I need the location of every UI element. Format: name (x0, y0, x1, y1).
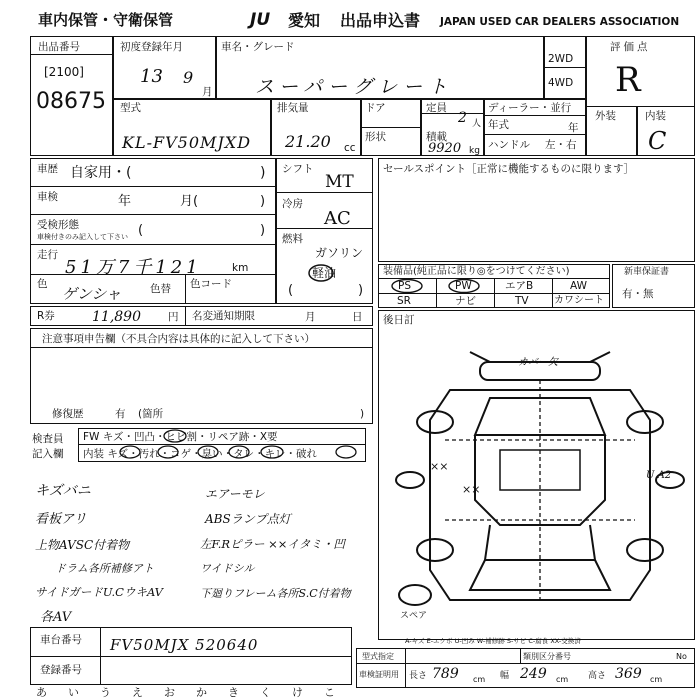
fuel-close: ) (358, 283, 364, 298)
note-6: 左F.Rピラー ××イタミ・凹 (200, 537, 345, 551)
warranty-options: 有・無 (622, 288, 654, 300)
ps-circle (390, 278, 424, 294)
bottom-char: い (68, 686, 79, 699)
grade-value: R (615, 60, 641, 100)
dealer-label: ディーラー・並行 (488, 102, 572, 114)
registration-label: 登録番号 (40, 664, 82, 676)
load-label: 積載 (426, 131, 447, 143)
bottom-char: あ (36, 686, 47, 699)
color-value: ゲンシャ (62, 285, 122, 303)
history-value: 自家用・( (70, 165, 132, 181)
caution-label: 注意事項申告欄（不具合内容は具体的に記入して下さい） (42, 333, 315, 345)
note-10: 下廻りフレーム各所S.C付着物 (200, 587, 351, 600)
recycle-label: R券 (37, 310, 55, 322)
repair-area: (箇所 (138, 408, 164, 420)
load-unit: kg (469, 146, 480, 156)
remarks-label: 後日訂 (383, 314, 415, 326)
equip-sr: SR (397, 295, 411, 307)
reg-month-unit: 月 (202, 86, 213, 98)
form-title: 出品申込書 (340, 11, 421, 30)
spare-label: スペア (400, 611, 428, 621)
received-note: 車検付きのみ記入して下さい (37, 233, 128, 241)
bottom-char: き (228, 686, 239, 699)
equipment-label: 装備品(純正品に限り◎をつけてください) (383, 266, 570, 277)
mileage-label: 走行 (37, 249, 58, 261)
repair-label: 修復歴 (52, 408, 84, 420)
year-unit: 年 (568, 122, 579, 134)
note-8: ワイドシル (200, 562, 255, 575)
inspection-month: 月( (180, 194, 199, 209)
fuel-label: 燃料 (282, 233, 303, 245)
note-9: サイドガードU.CウキAV (35, 585, 163, 599)
interior-value: C (648, 127, 667, 155)
received-close: ) (260, 223, 266, 238)
exterior-label: 外装 (595, 110, 616, 122)
bottom-char: け (292, 686, 303, 699)
received-open: ( (138, 223, 144, 238)
note-7: ドラム各所補修アト (55, 562, 154, 575)
width-label: 幅 (500, 671, 510, 681)
chassis-label: 車台番号 (40, 634, 82, 646)
length-label: 長さ (409, 671, 428, 681)
length-unit: cm (473, 675, 486, 684)
inspector-label: 検査員 (32, 433, 64, 445)
history-close: ) (260, 165, 266, 181)
marks-center: ×× (462, 483, 481, 496)
color-code-label: 色コード (190, 278, 232, 290)
year-label: 年式 (488, 119, 509, 131)
name-label: 車名・グレード (221, 41, 295, 53)
cover-note: カバー欠 (518, 357, 558, 368)
color-change: 色替 (150, 283, 171, 295)
inspection-label: 車検 (37, 191, 58, 203)
marks-right: U A2 (646, 470, 672, 481)
reg-label: 初度登録年月 (120, 41, 183, 53)
equip-tv: TV (515, 295, 529, 307)
fuel-open: ( (288, 283, 294, 298)
bottom-char: お (164, 686, 175, 699)
drive-2wd: 2WD (548, 53, 574, 65)
note-4: ABSランプ点灯 (205, 512, 291, 526)
door-label: ドア (365, 102, 386, 114)
drive-4wd: 4WD (548, 77, 574, 89)
entry-label: 記入欄 (32, 448, 64, 460)
equip-seat: カワシート (554, 295, 604, 306)
logo-mark: JU (250, 10, 271, 30)
mileage-unit: km (232, 262, 249, 274)
bottom-char: こ (324, 686, 335, 699)
width-unit: cm (556, 675, 569, 684)
bottom-char-row (30, 687, 352, 700)
ac-value: AC (324, 208, 351, 229)
handle-label: ハンドル (488, 139, 530, 151)
transfer-label: 名変通知期限 (192, 310, 255, 322)
chassis-number: FV50MJX 520640 (110, 636, 259, 654)
inspection-close: ) (260, 194, 266, 209)
category-label: 類別区分番号 (523, 652, 571, 661)
shift-label: シフト (282, 163, 314, 175)
equip-pw: PW (455, 280, 472, 292)
inspection-year: 年 (118, 194, 132, 209)
displacement-unit: cc (344, 142, 356, 154)
pw-circle (447, 278, 481, 294)
capacity-label: 定員 (426, 102, 447, 114)
warranty-label: 新車保証書 (624, 267, 670, 277)
displacement-value: 21.20 (285, 132, 331, 151)
recycle-unit: 円 (168, 311, 179, 323)
interior-check-line: 内装 キズ・汚れ・コゲ・臭い・タレ・キレ・破れ (83, 448, 318, 460)
model-label: 型式 (120, 102, 141, 114)
color-label: 色 (37, 278, 48, 290)
load-value: 9920 (428, 141, 462, 156)
note-3: 看板アリ (35, 512, 87, 527)
logo-text: 愛知 (288, 11, 321, 30)
reg-month: 9 (183, 68, 194, 87)
equip-aw: AW (570, 280, 587, 292)
storage-note: 車内保管・守衛保管 (38, 11, 174, 29)
received-label: 受検形態 (37, 219, 79, 231)
note-5: 上物AVSC付着物 (35, 538, 130, 552)
lot-code: [2100] (44, 65, 84, 79)
association-name: JAPAN USED CAR DEALERS ASSOCIATION (440, 16, 680, 28)
repair-close: ) (360, 408, 365, 420)
capacity-value: 2 (458, 110, 467, 126)
car-name: スーパーグレート (255, 76, 454, 98)
bottom-char: く (260, 686, 271, 699)
height-unit: cm (650, 675, 663, 684)
note-11: 各AV (40, 610, 72, 625)
no-label: No (676, 652, 687, 661)
ju-logo (250, 10, 286, 30)
model-value: KL-FV50MJXD (122, 133, 252, 152)
bottom-char: か (196, 686, 207, 699)
reg-year: 13 (140, 66, 163, 87)
repair-value: 有 (115, 408, 126, 420)
note-2: エアーモレ (205, 487, 265, 501)
length-value: 789 (432, 666, 459, 682)
ac-label: 冷房 (282, 198, 303, 210)
bottom-char: え (132, 686, 143, 699)
transfer-day: 日 (352, 311, 363, 323)
fuel-value: ガソリン (315, 246, 364, 260)
fuel-other: 軽油 (312, 266, 337, 280)
shape-label: 形状 (365, 131, 386, 143)
cert-label: 車検証明用 (359, 670, 399, 679)
fuel-circle (306, 263, 336, 283)
bottom-char: う (100, 686, 111, 699)
grade-label: 評価点 (610, 41, 651, 53)
equip-ps: PS (398, 280, 411, 292)
transfer-month: 月 (305, 311, 316, 323)
shift-value: MT (325, 172, 354, 192)
history-label: 車歴 (37, 163, 58, 175)
handle-options: 左・右 (545, 139, 577, 151)
note-1: キズバニ (35, 483, 91, 499)
recycle-value: 11,890 (92, 309, 141, 325)
capacity-unit: 人 (472, 119, 482, 129)
fw-check-mark (160, 428, 190, 448)
vehicle-damage-diagram (390, 340, 690, 640)
lot-label: 出品番号 (38, 41, 80, 53)
height-label: 高さ (588, 671, 607, 681)
legend-text: A-キズ E-エクボ U-凹み W-補修跡 S-サビ C-腐食 XX-交換済 (405, 637, 581, 645)
fw-check-line: FW キズ・凹凸・ヒビ割・リペア跡・X要 (83, 431, 278, 443)
model-designation-label: 型式指定 (362, 652, 394, 661)
width-value: 249 (520, 666, 547, 682)
mileage-value: 51万7千121 (65, 257, 202, 278)
selling-points-label: セールスポイント［正常に機能するものに限ります］ (383, 163, 635, 175)
equip-navi: ナビ (455, 295, 476, 307)
marks-left: ×× (430, 460, 449, 473)
interior-label: 内装 (645, 110, 666, 122)
height-value: 369 (615, 666, 642, 682)
equip-airbag: エアB (505, 280, 534, 292)
displacement-label: 排気量 (277, 102, 309, 114)
lot-number: 08675 (36, 89, 106, 114)
interior-check-marks (108, 444, 398, 464)
